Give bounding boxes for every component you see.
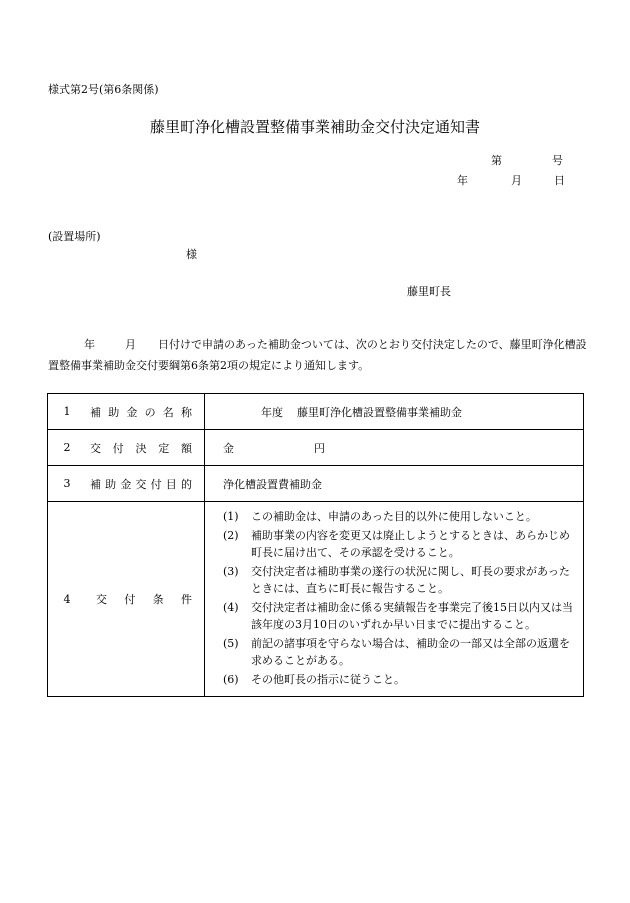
- row-number: 2: [48, 430, 87, 466]
- condition-number: (1): [223, 510, 239, 523]
- subsidy-name: 藤里町浄化槽設置整備事業補助金: [297, 405, 462, 419]
- list-item: [223, 599, 577, 633]
- condition-number: (6): [223, 673, 239, 686]
- label-char: 付: [112, 441, 124, 455]
- body-month: 月: [125, 338, 136, 351]
- document-title: 藤里町浄化槽設置整備事業補助金交付決定通知書: [149, 118, 480, 136]
- row-value: [205, 394, 584, 430]
- location-label: (設置場所): [48, 230, 101, 243]
- condition-text: 交付決定者は補助金に係る実績報告を事業完了後15日以内又は当該年度の3月10日のいずれか早い日までに提出すること。: [251, 601, 573, 631]
- row-label: [86, 430, 205, 466]
- body-paragraph: [48, 334, 588, 376]
- doc-no-prefix: 第: [491, 154, 502, 167]
- label-char: 額: [181, 441, 192, 455]
- label-char: 称: [180, 405, 192, 419]
- condition-number: (3): [223, 565, 239, 578]
- row-label: [86, 466, 205, 502]
- label-char: 補: [90, 405, 101, 419]
- label-char: 助: [108, 405, 120, 419]
- issuer-name: 藤里町長: [407, 285, 451, 298]
- list-item: [223, 635, 577, 669]
- row-label: [86, 394, 205, 430]
- label-char: 金: [126, 405, 138, 419]
- label-char: 交: [135, 477, 147, 491]
- label-char: 金: [120, 477, 132, 491]
- label-char: 件: [180, 593, 192, 606]
- condition-text: 補助事業の内容を変更又は廃止しようとするときは、あらかじめ町長に届け出て、その承認を受けること。: [251, 529, 570, 559]
- row-value: [205, 430, 584, 466]
- label-char: 条: [152, 593, 164, 606]
- list-item: [223, 508, 577, 525]
- row-number: 1: [48, 394, 87, 430]
- form-number: 様式第2号(第6条関係): [48, 83, 159, 96]
- list-item: [223, 671, 577, 688]
- row-number: 3: [48, 466, 87, 502]
- date-month: 月: [511, 174, 522, 187]
- row-number: 4: [48, 502, 87, 697]
- label-char: 付: [150, 477, 162, 491]
- issue-date: [457, 172, 565, 188]
- label-char: 定: [158, 441, 170, 455]
- label-char: 決: [135, 441, 147, 455]
- condition-number: (2): [223, 529, 239, 542]
- currency-label: 金: [223, 441, 234, 455]
- label-char: 的: [180, 477, 192, 491]
- conditions-cell: [205, 502, 584, 697]
- label-char: 交: [96, 593, 107, 606]
- condition-text: 前記の諸事項を守らない場合は、補助金の一部又は全部の返還を求めることがある。: [251, 637, 570, 667]
- label-char: 目: [165, 477, 177, 491]
- doc-no-suffix: 号: [552, 154, 563, 167]
- label-char: 付: [124, 593, 136, 606]
- table-row: [48, 502, 584, 697]
- label-char: の: [144, 405, 156, 419]
- document-number: [491, 152, 563, 168]
- label-char: 交: [90, 441, 101, 455]
- body-text: 日付けで申請のあった補助金ついては、次のとおり交付決定したので、藤里町浄化槽設置整備事業補助金交付要綱第6条第2項の規定により通知します。: [48, 338, 587, 372]
- body-year: 年: [84, 338, 95, 351]
- label-char: 名: [162, 405, 174, 419]
- currency-unit: 円: [314, 441, 325, 455]
- list-item: [223, 563, 577, 597]
- recipient-honorific: 様: [186, 248, 197, 261]
- row-label: [86, 502, 205, 697]
- date-day: 日: [554, 174, 565, 187]
- table-row: [48, 394, 584, 430]
- table-row: [48, 430, 584, 466]
- condition-text: その他町長の指示に従うこと。: [251, 673, 405, 686]
- table-row: [48, 466, 584, 502]
- condition-text: この補助金は、申請のあった目的以外に使用しないこと。: [251, 510, 537, 523]
- condition-text: 交付決定者は補助事業の遂行の状況に関し、町長の要求があったときには、直ちに町長に報告すること。: [251, 565, 570, 595]
- decision-table: [47, 393, 584, 697]
- condition-number: (4): [223, 601, 239, 614]
- date-year: 年: [457, 174, 468, 187]
- label-char: 補: [90, 477, 101, 491]
- row-value: 浄化槽設置費補助金: [205, 466, 584, 502]
- condition-number: (5): [223, 637, 239, 650]
- list-item: [223, 527, 577, 561]
- label-char: 助: [105, 477, 117, 491]
- conditions-list: [223, 502, 583, 696]
- fiscal-year: 年度: [261, 405, 283, 419]
